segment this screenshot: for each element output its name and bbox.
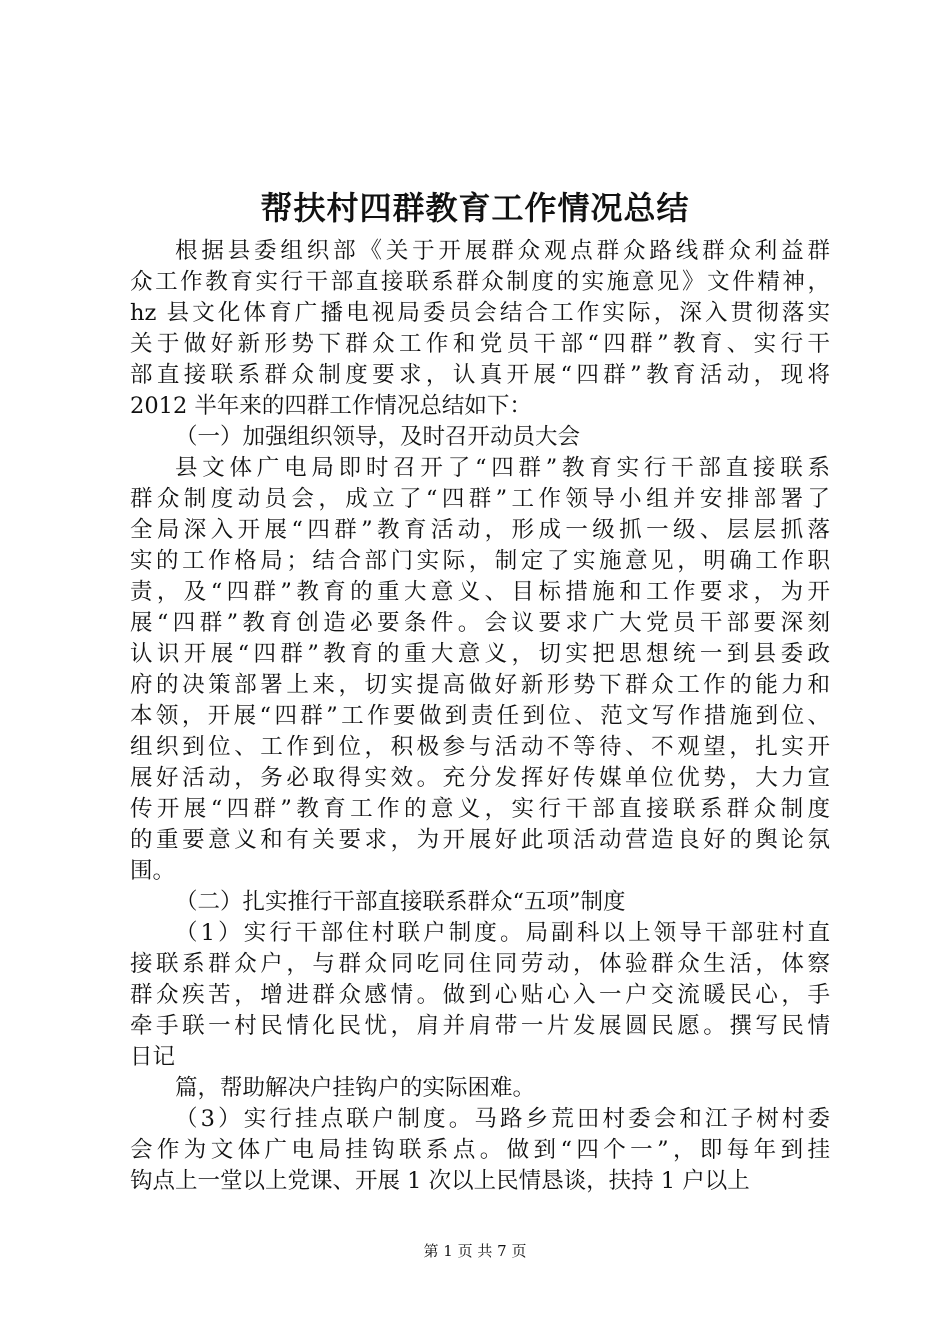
paragraph-line: 接联系群众户，与群众同吃同住同劳动，体验群众生活，体察	[130, 951, 830, 977]
paragraph-line: 群众疾苦，增进群众感情。做到心贴心入一户交流暖民心，手	[130, 982, 830, 1008]
paragraph-line: 根据县委组织部《关于开展群众观点群众路线群众利益群	[175, 238, 830, 264]
paragraph-line: 篇，帮助解决户挂钩户的实际困难。	[175, 1075, 536, 1101]
paragraph-line: 全局深入开展“四群”教育活动，形成一级抓一级、层层抓落	[130, 517, 830, 543]
paragraph-line: 钩点上一堂以上党课、开展 1 次以上民情恳谈，扶持 1 户以上	[130, 1168, 750, 1194]
paragraph-line: 会作为文体广电局挂钩联系点。做到“四个一”，即每年到挂	[130, 1137, 830, 1163]
paragraph	[130, 236, 830, 422]
paragraph-line: （3）实行挂点联户制度。马路乡荒田村委会和江子树村委	[175, 1106, 830, 1132]
paragraph-line: 众工作教育实行干部直接联系群众制度的实施意见》文件精神，	[130, 269, 830, 295]
paragraph	[130, 453, 830, 887]
paragraph	[130, 1073, 830, 1104]
paragraph-line: 关于做好新形势下群众工作和党员干部“四群”教育、实行干	[130, 331, 830, 357]
paragraph-line: 组织到位、工作到位，积极参与活动不等待、不观望，扎实开	[130, 734, 830, 760]
paragraph-line: 的重要意义和有关要求，为开展好此项活动营造良好的舆论氛	[130, 827, 830, 853]
paragraph-line: 2012 半年来的四群工作情况总结如下：	[130, 393, 532, 419]
paragraph	[130, 422, 830, 453]
paragraph	[130, 1104, 830, 1197]
paragraph-line: 府的决策部署上来，切实提高做好新形势下群众工作的能力和	[130, 672, 830, 698]
page-footer: 第 1 页 共 7 页	[423, 1242, 527, 1260]
paragraph-line: 本领，开展“四群”工作要做到责任到位、范文写作措施到位、	[130, 703, 830, 729]
paragraph	[130, 918, 830, 1073]
paragraph	[130, 887, 830, 918]
paragraph-line: （一）加强组织领导，及时召开动员大会	[175, 424, 581, 450]
paragraph-line: 传开展“四群”教育工作的意义，实行干部直接联系群众制度	[130, 796, 830, 822]
document-body	[130, 236, 830, 1197]
document-title: 帮扶村四群教育工作情况总结	[260, 189, 690, 227]
paragraph-line: 牵手联一村民情化民忧，肩并肩带一片发展圆民愿。撰写民情	[130, 1013, 830, 1039]
paragraph-line: 认识开展“四群”教育的重大意义，切实把思想统一到县委政	[130, 641, 830, 667]
paragraph-line: （1）实行干部住村联户制度。局副科以上领导干部驻村直	[175, 920, 830, 946]
paragraph-line: 围。	[130, 858, 176, 884]
paragraph-line: 日记	[130, 1044, 176, 1070]
paragraph-line: 群众制度动员会，成立了“四群”工作领导小组并安排部署了	[130, 486, 830, 512]
paragraph-line: hz 县文化体育广播电视局委员会结合工作实际，深入贯彻落实	[130, 300, 830, 326]
paragraph-line: 展“四群”教育创造必要条件。会议要求广大党员干部要深刻	[130, 610, 830, 636]
paragraph-line: 部直接联系群众制度要求，认真开展“四群”教育活动，现将	[130, 362, 830, 388]
paragraph-line: 县文体广电局即时召开了“四群”教育实行干部直接联系	[175, 455, 830, 481]
paragraph-line: 实的工作格局；结合部门实际，制定了实施意见，明确工作职	[130, 548, 830, 574]
paragraph-line: 展好活动，务必取得实效。充分发挥好传媒单位优势，大力宣	[130, 765, 830, 791]
paragraph-line: 责，及“四群”教育的重大意义、目标措施和工作要求，为开	[130, 579, 830, 605]
paragraph-line: （二）扎实推行干部直接联系群众“五项”制度	[175, 889, 626, 915]
